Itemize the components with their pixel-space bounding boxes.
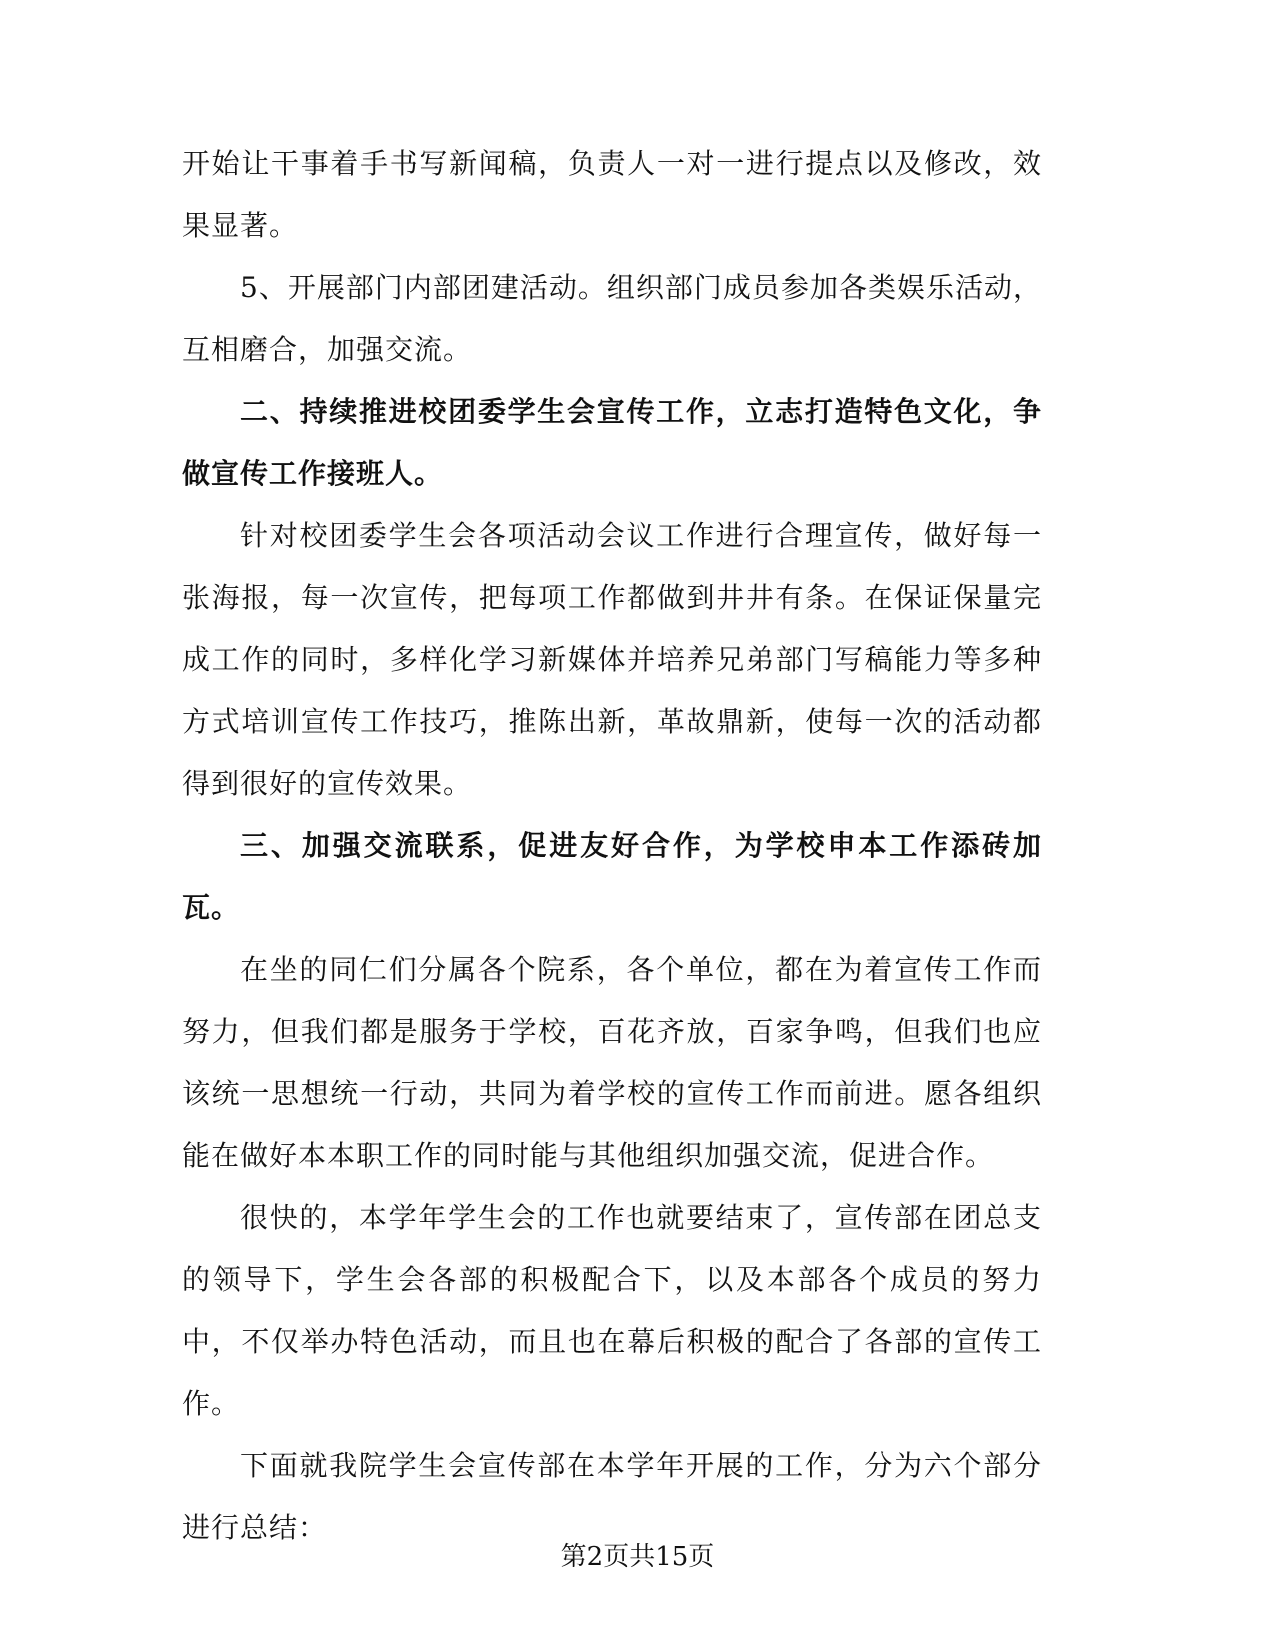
paragraph-continuation: 开始让干事着手书写新闻稿，负责人一对一进行提点以及修改，效果显著。 bbox=[182, 147, 1042, 242]
paragraph-summary-lead: 下面就我院学生会宣传部在本学年开展的工作，分为六个部分进行总结： bbox=[182, 1449, 1042, 1544]
paragraph-item-5: 5、开展部门内部团建活动。组织部门成员参加各类娱乐活动，互相磨合，加强交流。 bbox=[182, 271, 1042, 366]
page-footer: 第2页共15页 bbox=[560, 1542, 715, 1572]
paragraph-section-3-body: 在坐的同仁们分属各个院系，各个单位，都在为着宣传工作而努力，但我们都是服务于学校，百花齐放，百家争鸣，但我们也应该统一思想统一行动，共同为着学校的宣传工作而前进。愿各组织能在做好本本职工作的同时能与其他组织加强交流，促进合作。 bbox=[182, 953, 1042, 1172]
paragraph-section-2-body: 针对校团委学生会各项活动会议工作进行合理宣传，做好每一张海报，每一次宣传，把每项工作都做到井井有条。在保证保量完成工作的同时，多样化学习新媒体并培养兄弟部门写稿能力等多种方式培训宣传工作技巧，推陈出新，革故鼎新，使每一次的活动都得到很好的宣传效果。 bbox=[182, 519, 1042, 800]
section-heading-3: 三、加强交流联系，促进友好合作，为学校申本工作添砖加瓦。 bbox=[182, 829, 1042, 924]
document-body bbox=[182, 133, 1042, 1559]
section-heading-2: 二、持续推进校团委学生会宣传工作，立志打造特色文化，争做宣传工作接班人。 bbox=[182, 395, 1042, 490]
paragraph-summary-intro: 很快的，本学年学生会的工作也就要结束了，宣传部在团总支的领导下，学生会各部的积极配合下，以及本部各个成员的努力中，不仅举办特色活动，而且也在幕后积极的配合了各部的宣传工作。 bbox=[182, 1201, 1042, 1420]
